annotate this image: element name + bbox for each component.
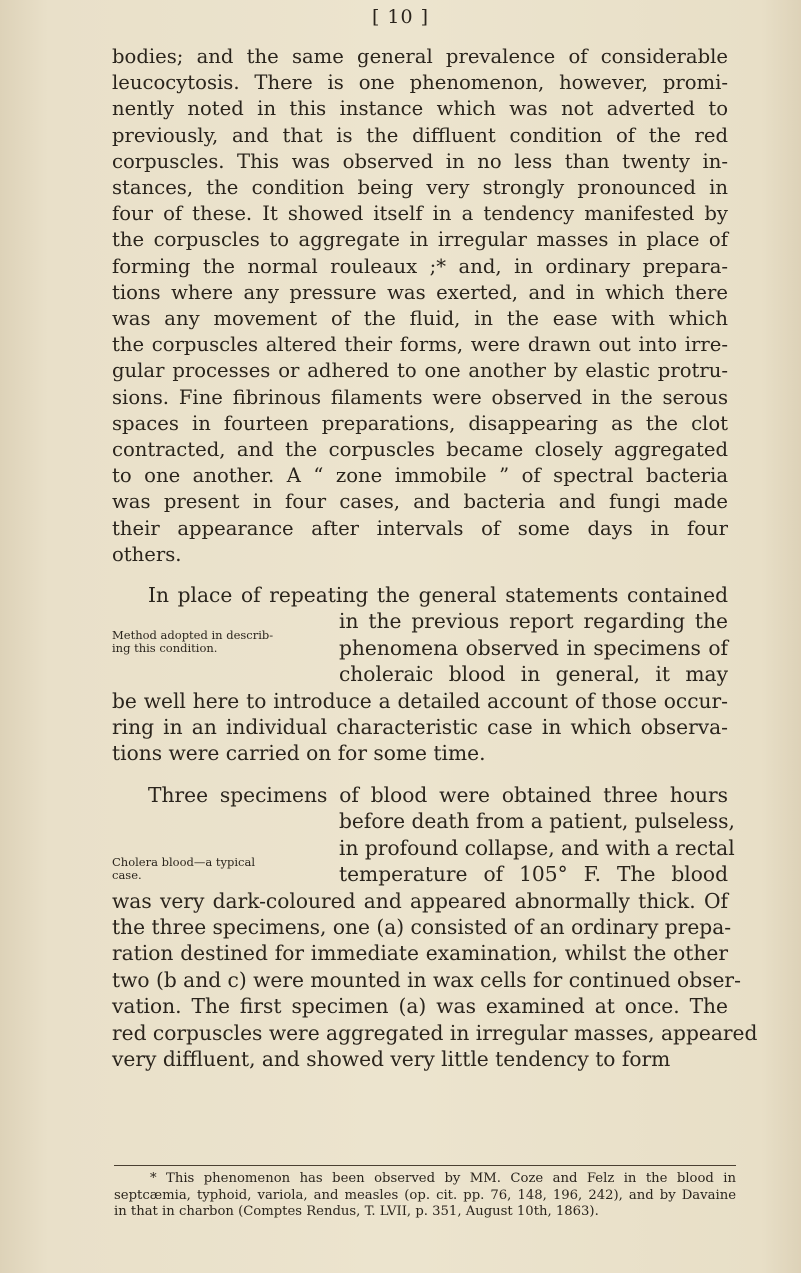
text-line: In place of repeating the general statements contained (148, 583, 728, 607)
text-line: leucocytosis. There is one phenomenon, however, promi- (112, 71, 728, 95)
page-number: [ 10 ] (371, 6, 430, 28)
text-line: very diffluent, and showed very little tendency to form (112, 1047, 671, 1072)
text-line: be well here to introduce a detailed account of those occur- (112, 688, 728, 713)
text-line: was any movement of the fluid, in the ease with which (112, 307, 728, 331)
margin-note-cholera-case (112, 856, 327, 882)
text-line: bodies; and the same general prevalence of considerable (112, 45, 728, 68)
text-line: was present in four cases, and bacteria and fungi made (112, 490, 728, 514)
text-line: nently noted in this instance which was not adverted to (112, 97, 728, 121)
text-line: two (b and c) were mounted in wax cells for continued obser- (112, 967, 741, 992)
text-line: in profound collapse, and with a rectal (339, 835, 735, 860)
text-line: corpuscles. This was observed in no less than twenty in- (112, 149, 728, 173)
margin-note-line: ing this condition. (112, 641, 218, 655)
text-line: their appearance after intervals of some days in four (112, 516, 728, 540)
text-line: in the previous report regarding the (339, 609, 728, 634)
text-line: ring in an individual characteristic case in which observa- (112, 715, 728, 740)
text-line: the corpuscles altered their forms, were drawn out into irre- (112, 333, 728, 357)
text-line: others. (112, 542, 182, 566)
text-line: tions where any pressure was exerted, and in which there (112, 280, 728, 304)
text-line: the three specimens, one (a) consisted of an ordinary prepa- (112, 915, 732, 940)
text-line: in that in charbon (Comptes Rendus, T. LVII, p. 351, August 10th, 1863). (114, 1204, 599, 1219)
text-line: * This phenomenon has been observed by MM. Coze and Felz in the blood in (150, 1171, 736, 1186)
footnote-divider (114, 1165, 736, 1166)
text-line: the corpuscles to aggregate in irregular masses in place of (112, 228, 728, 252)
text-line: sions. Fine fibrinous filaments were observed in the serous (112, 385, 728, 409)
text-line: temperature of 105° F. The blood (339, 862, 728, 887)
text-line: forming the normal rouleaux ;* and, in ordinary prepara- (112, 254, 728, 278)
margin-note-line: Method adopted in describ- (112, 628, 274, 642)
text-line: phenomena observed in specimens of (339, 635, 728, 660)
text-line: septcæmia, typhoid, variola, and measles (op. cit. pp. 76, 148, 196, 242), and by Davaine (114, 1187, 736, 1203)
text-line: tions were carried on for some time. (112, 741, 486, 766)
paragraph-method (112, 582, 728, 767)
text-line: choleraic blood in general, it may (339, 662, 728, 687)
text-line: contracted, and the corpuscles became closely aggregated (112, 438, 728, 462)
footnote (114, 1171, 736, 1221)
text-line: was very dark-coloured and appeared abnormally thick. Of (112, 888, 728, 913)
margin-note-line: Cholera blood—a typical (112, 855, 256, 869)
paragraph-typical-case (112, 782, 758, 1072)
text-line: gular processes or adhered to one another by elastic protru- (112, 359, 728, 383)
text-line: previously, and that is the diffluent condition of the red (112, 123, 728, 147)
text-line: Three specimens of blood were obtained three hours (148, 783, 728, 807)
text-line: four of these. It showed itself in a tendency manifested by (112, 202, 728, 226)
text-line: spaces in fourteen preparations, disappearing as the clot (112, 411, 728, 435)
text-line: ration destined for immediate examination, whilst the other (112, 941, 728, 966)
text-line: vation. The first specimen (a) was examined at once. The (112, 994, 728, 1019)
paragraph-diffluent-corpuscles (112, 44, 728, 568)
margin-note-line: case. (112, 868, 142, 882)
text-line: red corpuscles were aggregated in irregular masses, appeared (112, 1020, 758, 1045)
text-line: to one another. A “ zone immobile ” of spectral bacteria (112, 464, 728, 488)
margin-note-method (112, 629, 327, 655)
text-line: stances, the condition being very strongly pronounced in (112, 176, 728, 200)
text-line: before death from a patient, pulseless, (339, 809, 735, 834)
